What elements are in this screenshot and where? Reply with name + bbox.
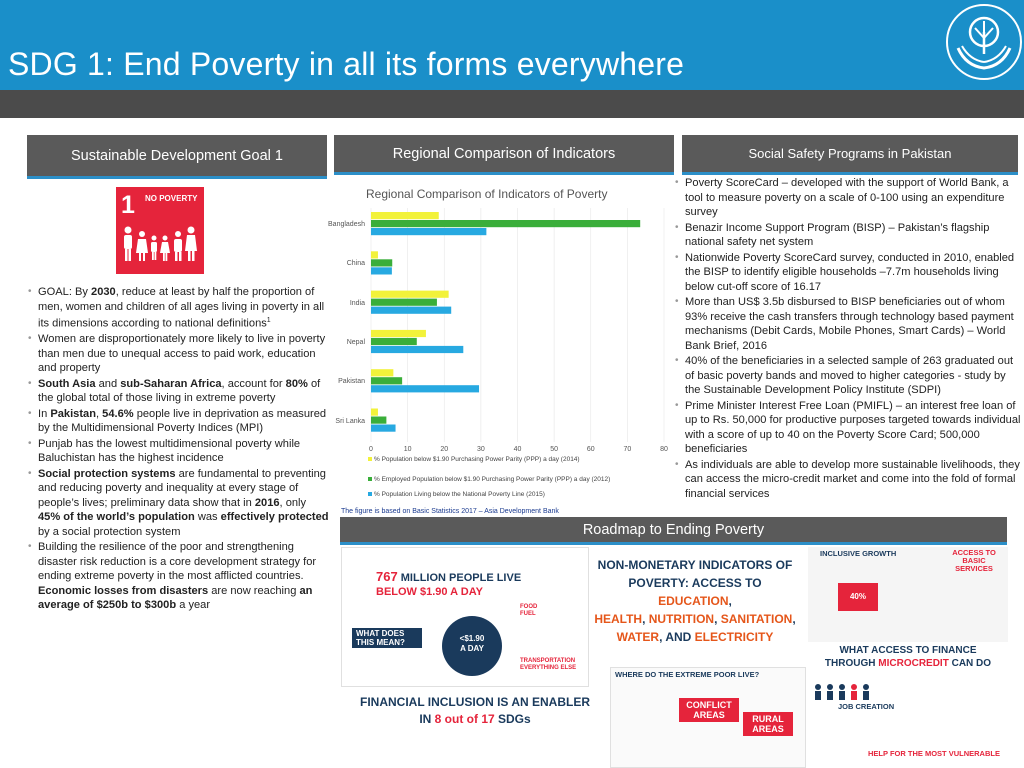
t2-and: , AND (659, 630, 695, 644)
safety-bullet-7: • As individuals are able to develop more sustainable livelihoods, they can access the micro-credit market and come into the fold of formal financial services (675, 458, 1023, 502)
t2-sep3: , (792, 612, 796, 626)
t2-water: WATER (616, 630, 660, 644)
people-row-icon (808, 682, 1008, 702)
safety-bullet-5: • 40% of the beneficiaries in a selected sample of 263 graduated out of basic poverty bands and moved to higher categories - study by the Sustainable Development Policy Institute (SDPI) (675, 354, 1023, 398)
x-tick-10: 10 (403, 446, 412, 453)
x-tick-0: 0 (369, 446, 373, 453)
category-label-pakistan: Pakistan (338, 378, 365, 386)
t2-comma: , (728, 594, 732, 608)
category-label-bangladesh: Bangladesh (328, 221, 365, 228)
category-label-sri-lanka: Sri Lanka (335, 417, 365, 425)
t6-where: WHERE DO THE EXTREME POOR LIVE? (615, 670, 760, 679)
t5-in: IN (419, 712, 435, 726)
t3-basic-services: ACCESS TO BASIC SERVICES (952, 548, 996, 573)
t2-sep2: , (714, 612, 721, 626)
t1-767: 767 (376, 569, 398, 584)
legend-item-2 (368, 476, 633, 484)
chart-source: The figure is based on Basic Statistics 2017 – Asia Development Bank (341, 508, 559, 515)
t1-million-text: MILLION PEOPLE LIVE (397, 572, 522, 584)
t1-below-text: BELOW $1.90 A DAY (376, 586, 483, 598)
bar-nepal-s3 (371, 346, 463, 353)
sdg1-bullet-1: • GOAL: By 2030, reduce at least by half the proportion of men, women and children of all ages living in poverty in all its dimensions according to national definitions$^1$ (28, 285, 330, 331)
sdg1-no-poverty-icon (116, 187, 204, 274)
x-tick-40: 40 (513, 446, 522, 453)
t4-through: THROUGH (824, 658, 879, 669)
category-label-india: India (349, 299, 365, 307)
t2-education: EDUCATION (658, 594, 729, 608)
section-header-sdg1: Sustainable Development Goal 1 (27, 135, 327, 179)
bar-sri-lanka-s2 (371, 417, 386, 424)
page-title: SDG 1: End Poverty in all its forms everywhere (8, 46, 685, 82)
t4-can-do: CAN DO (948, 658, 992, 669)
sdg1-bullet-5: • Punjab has the lowest multidimensional poverty while Baluchistan has the highest incidence (28, 437, 330, 466)
sdg1-bullet-3: • South Asia and sub-Saharan Africa, account for 80% of the global total of those living in extreme poverty (28, 377, 330, 406)
safety-bullet-2: • Benazir Income Support Program (BISP) – Pakistan’s flagship national safety net system (675, 221, 1023, 250)
infographic-767-million (341, 547, 589, 687)
t1-headline (376, 570, 521, 599)
t2-health: HEALTH (594, 612, 643, 626)
t2-line1: NON-MONETARY INDICATORS OF (597, 558, 793, 572)
bar-pakistan-s3 (371, 385, 479, 392)
sdg1-bullet-6: • Social protection systems are fundamental to preventing and reducing poverty and inequality at every stage of people’s lives; preliminary data show that in 2016, only 45% of the world’s population was effectively protected by a social protection system (28, 467, 330, 540)
legend-label-3: % Population Living below the National Poverty Line (2015) (374, 491, 545, 498)
x-tick-60: 60 (586, 446, 595, 453)
sdg1-bullet-list (28, 285, 330, 614)
chart-title: Regional Comparison of Indicators of Poverty (366, 187, 608, 201)
t3-percent: 40% (838, 583, 878, 611)
header-bar (0, 0, 1024, 90)
t1-transportation: TRANSPORTATION (520, 658, 576, 664)
sdg1-bullet-4: • In Pakistan, 54.6% people live in deprivation as measured by the Multidimensional Poverty Indices (MPI) (28, 407, 330, 436)
t1-circle (442, 616, 502, 676)
t6-rural: RURAL AREAS (743, 712, 793, 736)
header-strip (0, 90, 1024, 118)
x-tick-80: 80 (660, 446, 668, 453)
bar-pakistan-s2 (371, 377, 402, 384)
bar-pakistan-s1 (371, 369, 393, 376)
legend-swatch-1 (368, 457, 372, 461)
t5-line1: FINANCIAL INCLUSION IS AN ENABLER (359, 695, 590, 709)
category-label-china: China (346, 260, 365, 268)
t1-food-fuel (520, 604, 537, 618)
bar-sri-lanka-s1 (371, 409, 378, 416)
bar-bangladesh-s1 (371, 212, 439, 219)
t2-sanitation: SANITATION (720, 612, 793, 626)
tree-hands-logo-icon (944, 2, 1024, 84)
x-tick-30: 30 (476, 446, 485, 453)
x-tick-50: 50 (550, 446, 559, 453)
t2-text (592, 556, 798, 646)
bar-nepal-s2 (371, 338, 417, 345)
t2-nutrition: NUTRITION (648, 612, 715, 626)
legend-swatch-3 (368, 492, 372, 496)
legend-label-2: % Employed Population below $1.90 Purchasing Power Parity (PPP) a day (2012) (374, 476, 611, 483)
t1-circle-day: A DAY (460, 644, 484, 653)
bar-bangladesh-s2 (371, 220, 640, 227)
chart-canvas (325, 180, 675, 520)
sdg1-bullet-7: • Building the resilience of the poor and strengthening disaster risk reduction is a core development strategy for ending extreme poverty in the most afflicted countries. Economic losses from disasters are now reaching an average of $250b to $300b a year (28, 540, 330, 613)
family-figures-icon (122, 225, 198, 265)
t7-help: HELP FOR THE MOST VULNERABLE (868, 749, 1000, 758)
safety-bullet-4: • More than US$ 3.5b disbursed to BISP beneficiaries out of whom 93% receive the cash transfers through technology based payment mechanisms (Debit Cards, Mobile Phones, Smart Cards) – World Bank Brief, 2016 (675, 295, 1023, 353)
t7-job-creation: JOB CREATION (838, 702, 895, 711)
t6-conflict: CONFLICT AREAS (679, 698, 739, 722)
t5-sdgs: SDGs (494, 712, 531, 726)
category-label-nepal: Nepal (346, 338, 365, 346)
safety-bullet-1: • Poverty ScoreCard – developed with the support of World Bank, a tool to measure poverty on a scale of 0-100 using an expenditure survey (675, 176, 1023, 220)
t4-line1: WHAT ACCESS TO FINANCE (839, 645, 977, 656)
bar-india-s3 (371, 307, 451, 314)
safety-programs-bullet-list (675, 176, 1023, 502)
bar-china-s2 (371, 259, 392, 266)
infographic-non-monetary (590, 548, 800, 644)
t5-eight: 8 out of 17 (434, 712, 495, 726)
sdg-number: 1 (121, 191, 135, 219)
infographic-job-creation (808, 682, 1008, 768)
regional-poverty-chart (325, 180, 675, 520)
section-header-safety-programs: Social Safety Programs in Pakistan (682, 135, 1018, 175)
bar-china-s1 (371, 251, 378, 258)
t2-electricity: ELECTRICITY (694, 630, 774, 644)
sdg-label: NO POVERTY (145, 194, 198, 203)
t1-transport (520, 658, 580, 672)
section-header-roadmap: Roadmap to Ending Poverty (340, 517, 1007, 545)
t5-text (341, 694, 609, 728)
t1-circle-amount: <$1.90 (459, 634, 485, 643)
safety-bullet-3: • Nationwide Poverty ScoreCard survey, conducted in 2010, enabled the BISP to identify eligible households –7.7m households living below cut-off score of 16.17 (675, 251, 1023, 295)
legend-item-1 (368, 456, 633, 464)
infographic-microcredit (808, 642, 1008, 682)
section-header-regional: Regional Comparison of Indicators (334, 135, 674, 175)
x-tick-20: 20 (440, 446, 449, 453)
sdg1-bullet-2: • Women are disproportionately more likely to live in poverty than men due to unequal access to paid work, education and property (28, 332, 330, 376)
bar-sri-lanka-s3 (371, 425, 396, 432)
x-tick-70: 70 (623, 446, 632, 453)
bar-bangladesh-s3 (371, 228, 486, 235)
infographic-where-poor-live (610, 667, 806, 768)
bar-china-s3 (371, 267, 392, 274)
bar-india-s2 (371, 299, 437, 306)
safety-bullet-6: • Prime Minister Interest Free Loan (PMIFL) – an interest free loan of up to Rs. 50,000 for productive purposes targeted towards individual with a score of up to 40 on the Poverty Score Card; 500,000 beneficiaries (675, 399, 1023, 457)
t1-food: FOOD (520, 604, 538, 610)
t3-inclusive-growth: INCLUSIVE GROWTH (820, 549, 897, 558)
t1-fuel: FUEL (520, 611, 536, 617)
t2-sep1: , (642, 612, 649, 626)
legend-swatch-2 (368, 477, 372, 481)
t2-line2: POVERTY: ACCESS TO (628, 576, 762, 590)
infographic-financial-inclusion (341, 688, 609, 733)
t4-microcredit: MICROCREDIT (878, 658, 949, 669)
bar-nepal-s1 (371, 330, 426, 337)
t1-everything: EVERYTHING ELSE (520, 665, 577, 671)
bar-india-s1 (371, 291, 449, 298)
t1-what-does-this-mean: WHAT DOES THIS MEAN? (352, 628, 422, 648)
infographic-inclusive-growth (808, 547, 1008, 642)
legend-item-3 (368, 491, 633, 499)
legend-label-1: % Population below $1.90 Purchasing Power Parity (PPP) a day (2014) (374, 456, 580, 463)
t4-text (808, 644, 1008, 670)
